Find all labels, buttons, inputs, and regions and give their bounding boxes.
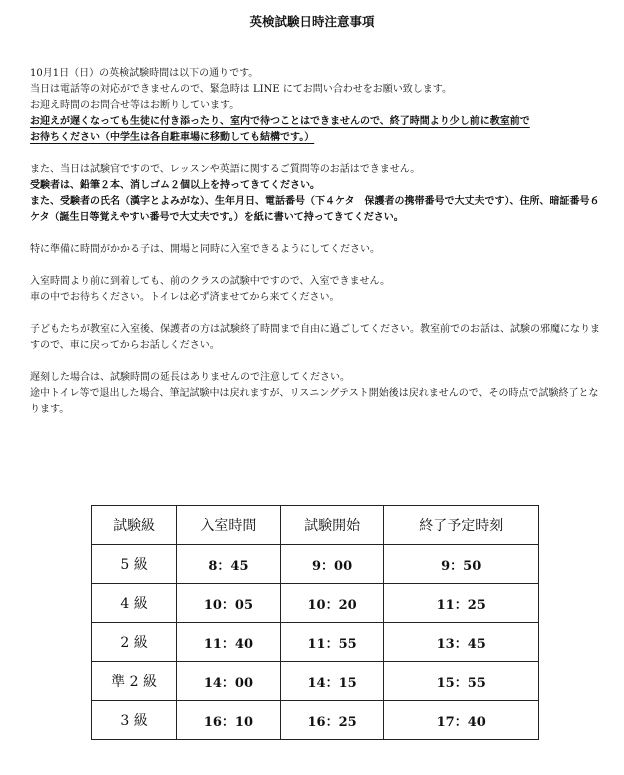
notice-line: お待ちください（中学生は各自駐車場に移動しても結構です。）	[30, 132, 315, 143]
exam-level-cell: 3 級	[92, 701, 177, 740]
notice-paragraph	[30, 66, 608, 146]
notice-line: 遅刻した場合は、試験時間の延長はありませんので注意してください。	[30, 372, 350, 383]
time-cell: 16：25	[280, 701, 384, 740]
notice-paragraph	[30, 322, 608, 354]
notice-line: 特に準備に時間がかかる子は、開場と同時に入室できるようにしてください。	[30, 244, 380, 255]
table-row	[92, 701, 539, 740]
notice-line: 子どもたちが教室に入室後、保護者の方は試験終了時間まで自由に過ごしてください。教室前でのお話は、試験の邪魔になりますので、車に戻ってからお話しください。	[30, 324, 600, 351]
time-cell: 15：55	[384, 662, 539, 701]
notice-line: また、当日は試験官ですので、レッスンや英語に関するご質問等のお話はできません。	[30, 164, 421, 175]
table-row	[92, 662, 539, 701]
notice-line: 10月1日（日）の英検試験時間は以下の通りです。	[30, 68, 259, 79]
notice-line: 車の中でお待ちください。トイレは必ず済ませてから来てください。	[30, 292, 340, 303]
notice-line: お迎えが遅くなっても生徒に付き添ったり、室内で待つことはできませんので、終了時間より少し前に教室前で	[30, 116, 530, 127]
time-cell: 9：50	[384, 545, 539, 584]
document-title: 英検試験日時注意事項	[249, 14, 375, 29]
time-cell: 17：40	[384, 701, 539, 740]
time-cell: 14：00	[177, 662, 281, 701]
time-cell: 11：25	[384, 584, 539, 623]
time-cell: 8：45	[177, 545, 281, 584]
column-header: 試験開始	[280, 506, 384, 545]
notice-paragraph	[30, 274, 608, 306]
notice-paragraph	[30, 162, 608, 226]
column-header: 入室時間	[177, 506, 281, 545]
time-cell: 9：00	[280, 545, 384, 584]
time-cell: 11：40	[177, 623, 281, 662]
column-header: 終了予定時刻	[384, 506, 539, 545]
column-header: 試験級	[92, 506, 177, 545]
notice-body	[30, 66, 608, 434]
table-row	[92, 545, 539, 584]
notice-paragraph	[30, 370, 608, 418]
notice-line: お迎え時間のお問合せ等はお断りしています。	[30, 100, 240, 111]
table-header-row	[92, 506, 539, 545]
time-cell: 10：20	[280, 584, 384, 623]
time-cell: 14：15	[280, 662, 384, 701]
table-row	[92, 584, 539, 623]
notice-paragraph	[30, 242, 608, 258]
notice-line: 入室時間より前に到着しても、前のクラスの試験中ですので、入室できません。	[30, 276, 391, 287]
exam-level-cell: 2 級	[92, 623, 177, 662]
notice-line: また、受験者の氏名（漢字とよみがな）、生年月日、電話番号（下４ケタ 保護者の携帯番号で大丈夫です）、住所、暗証番号６ケタ（誕生日等覚えやすい番号で大丈夫です。）を紙に書いて持ってきてください。	[30, 196, 600, 223]
time-cell: 13：45	[384, 623, 539, 662]
exam-level-cell: 準 2 級	[92, 662, 177, 701]
time-cell: 11：55	[280, 623, 384, 662]
time-cell: 16：10	[177, 701, 281, 740]
notice-line: 途中トイレ等で退出した場合、筆記試験中は戻れますが、リスニングテスト開始後は戻れませんので、その時点で試験終了となります。	[30, 388, 599, 415]
exam-level-cell: 4 級	[92, 584, 177, 623]
notice-line: 受験者は、鉛筆２本、消しゴム２個以上を持ってきてください。	[30, 180, 320, 191]
notice-line: 当日は電話等の対応ができませんので、緊急時は LINE にてお問い合わせをお願い致します。	[30, 84, 452, 95]
exam-schedule-table	[91, 505, 539, 740]
exam-level-cell: 5 級	[92, 545, 177, 584]
table-row	[92, 623, 539, 662]
time-cell: 10：05	[177, 584, 281, 623]
